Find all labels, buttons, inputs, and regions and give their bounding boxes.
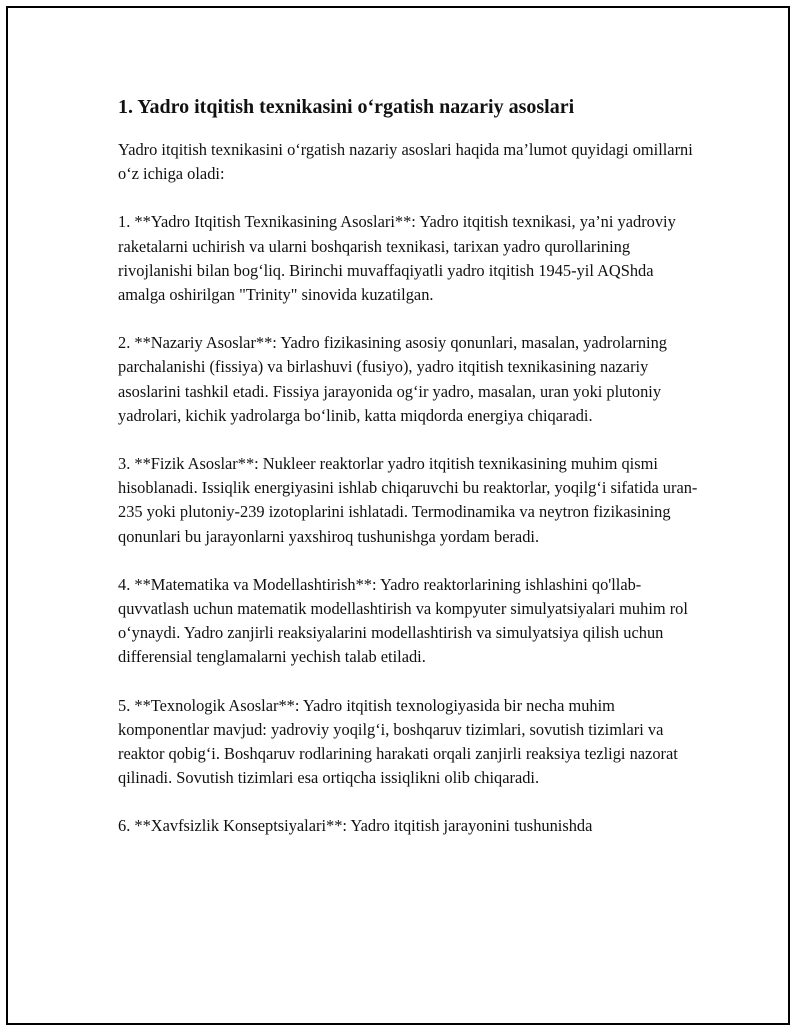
paragraph-2: 2. **Nazariy Asoslar**: Yadro fizikasining asosiy qonunlari, masalan, yadrolarning parchalanishi (fissiya) va birlashuvi (fusiyo), yadro itqitish texnikasining nazariy asoslarini tashkil etadi. Fissiya jarayonida og‘ir yadro, masalan, uran yoki plutoniy yadrolari, kichik yadrolarga bo‘linib, katta miqdorda energiya chiqaradi. — [118, 333, 667, 425]
document-body — [118, 94, 698, 863]
paragraph-1: 1. **Yadro Itqitish Texnikasining Asoslari**: Yadro itqitish texnikasi, ya’ni yadroviy raketalarni uchirish va ularni boshqarish texnikasi, tarixan yadro qurollarining rivojlanishi bilan bog‘liq. Birinchi muvaffaqiyatli yadro itqitish 1945-yil AQShda amalga oshirilgan "Trinity" sinovida kuzatilgan. — [118, 212, 676, 305]
paragraph-5: 5. **Texnologik Asoslar**: Yadro itqitish texnologiyasida bir necha muhim komponentlar mavjud: yadroviy yoqilg‘i, boshqaruv tizimlari, sovutish tizimlari va reaktor qobig‘i. Boshqaruv rodlarining harakati orqali zanjirli reaksiya tezligi nazorat qilinadi. Sovutish tizimlari esa ortiqcha issiqlikni olib chiqaradi. — [118, 695, 678, 788]
document-title: 1. Yadro itqitish texnikasini o‘rgatish nazariy asoslari — [118, 96, 575, 118]
intro-paragraph: Yadro itqitish texnikasini o‘rgatish nazariy asoslari haqida ma’lumot quyidagi omillarni o‘z ichiga oladi: — [118, 140, 693, 184]
paragraph-6: 6. **Xavfsizlik Konseptsiyalari**: Yadro itqitish jarayonini tushunishda — [118, 816, 593, 836]
paragraph-4: 4. **Matematika va Modellashtirish**: Yadro reaktorlarining ishlashini qo'llab-quvvatlash uchun matematik modellashtirish va kompyuter simulyatsiyalari muhim rol o‘ynaydi. Yadro zanjirli reaksiyalarini modellashtirish va simulyatsiya qilish uchun differensial tenglamalarni yechish talab etiladi. — [118, 574, 688, 667]
paragraph-3: 3. **Fizik Asoslar**: Nukleer reaktorlar yadro itqitish texnikasining muhim qismi hisoblanadi. Issiqlik energiyasini ishlab chiqaruvchi bu reaktorlar, yoqilg‘i sifatida uran-235 yoki plutoniy-239 izotoplarini ishlatadi. Termodinamika va neytron fizikasining qonunlari bu jarayonlarni yaxshiroq tushunishga yordam beradi. — [118, 454, 698, 546]
